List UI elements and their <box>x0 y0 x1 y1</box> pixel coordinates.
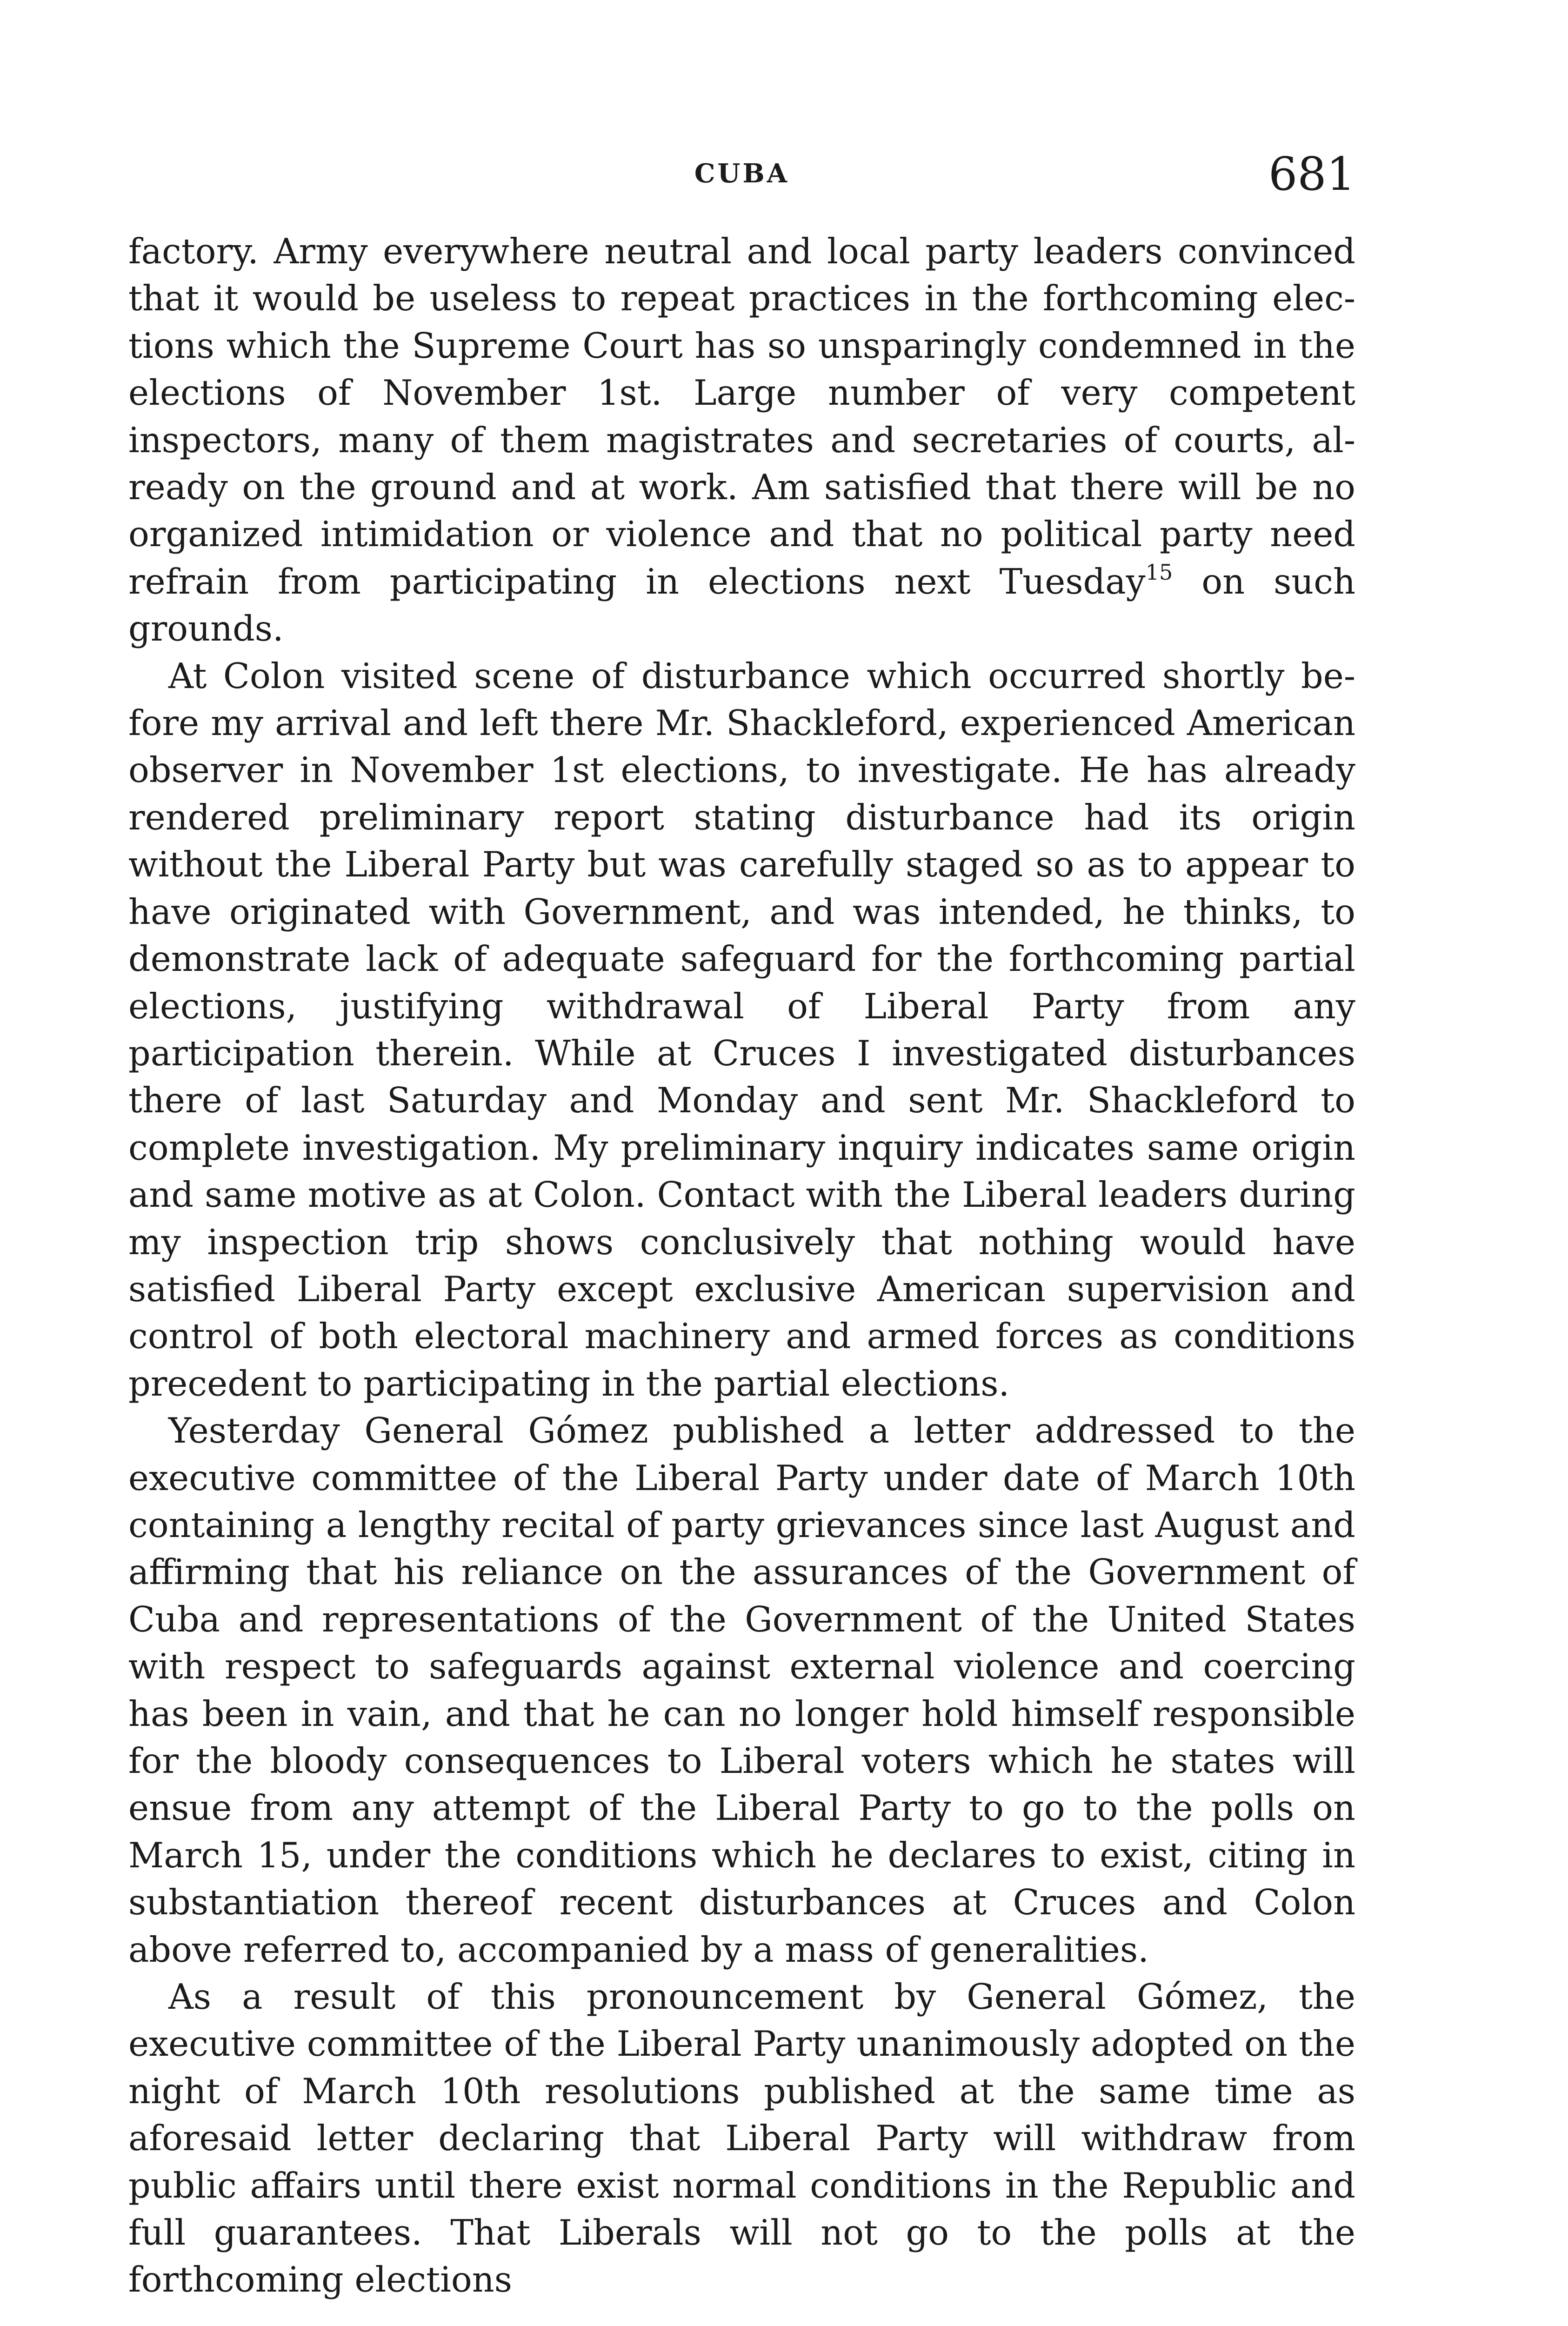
body-text <box>128 228 1355 2304</box>
running-head: CUBA <box>694 158 790 189</box>
paragraph-2: At Colon visited scene of disturbance which occurred shortly before my arrival and left there Mr. Shackleford, experienced American observer in November 1st elections, to investigate. He has already rendered preliminary report stating disturbance had its origin without the Liberal Party but was carefully staged so as to appear to have originated with Government, and was intended, he thinks, to demonstrate lack of adequate safeguard for the forthcoming partial elections, justifying withdrawal of Liberal Party from any participation therein. While at Cruces I investigated disturbances there of last Saturday and Monday and sent Mr. Shackleford to complete investigation. My preliminary inquiry indicates same origin and same motive as at Colon. Contact with the Liberal leaders during my inspection trip shows conclusively that nothing would have satisfied Liberal Party except exclusive American supervision and control of both electoral machinery and armed forces as conditions precedent to participating in the partial elections. <box>128 655 1355 1404</box>
footnote-reference: 15 <box>1145 559 1173 585</box>
page-number: 681 <box>1268 148 1355 201</box>
page-header <box>128 148 1355 199</box>
paragraph-1-end: on such grounds. <box>128 561 1355 649</box>
paragraph-1 <box>128 228 1355 653</box>
paragraph-1-text: factory. Army everywhere neutral and local party leaders convinced that it would be useless to repeat practices in the forthcoming elections which the Supreme Court has so unsparingly condemned in the elections of November 1st. Large number of very competent inspectors, many of them magistrates and secretaries of courts, already on the ground and at work. Am satisfied that there will be no organized intimidation or violence and that no political party need refrain from participating in elections next Tuesday <box>128 231 1355 602</box>
paragraph-3: Yesterday General Gómez published a letter addressed to the executive committee of the Liberal Party under date of March 10th containing a lengthy recital of party grievances since last August and affirming that his reliance on the assurances of the Government of Cuba and representations of the Government of the United States with respect to safeguards against external violence and coercing has been in vain, and that he can no longer hold himself responsible for the bloody consequences to Liberal voters which he states will ensue from any attempt of the Liberal Party to go to the polls on March 15, under the conditions which he declares to exist, citing in substantiation thereof recent disturbances at Cruces and Colon above referred to, accompanied by a mass of generalities. <box>128 1410 1355 1970</box>
paragraph-4: As a result of this pronouncement by General Gómez, the executive committee of the Liberal Party unanimously adopted on the night of March 10th resolutions published at the same time as aforesaid letter declaring that Liberal Party will withdraw from public affairs until there exist normal conditions in the Republic and full guarantees. That Liberals will not go to the polls at the forthcoming elections <box>128 1977 1355 2300</box>
